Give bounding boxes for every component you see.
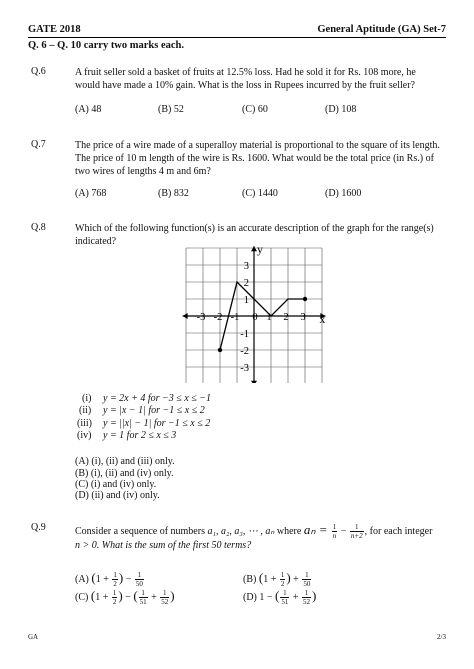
question-text-line: two wires of lengths 4 m and 6m? xyxy=(75,166,211,177)
question-text-line: The price of 10 m length of the wire is Rs. 1600. What would be the total price (in Rs.) of xyxy=(75,153,434,164)
y-tick-label: 1 xyxy=(243,295,249,306)
question-text-line: indicated? xyxy=(75,236,117,247)
statement-label: (iii) xyxy=(77,418,92,429)
question-text-line: Which of the following function(s) is an accurate description of the graph for the range(s) xyxy=(75,223,434,234)
y-tick-label: -1 xyxy=(240,329,249,340)
graph-tick-labels xyxy=(197,243,326,374)
sequence-expression: a₁, a₂, a₃, ⋯ , aₙ xyxy=(207,526,275,537)
footer-left: GA xyxy=(28,633,39,641)
option-c: (C) 60 xyxy=(242,104,268,115)
statement-text: y = 2x + 4 for −3 ≤ x ≤ −1 xyxy=(103,393,211,404)
y-tick-label: -2 xyxy=(240,346,249,357)
question-number: Q.6 xyxy=(31,66,46,77)
option-b: (B) 832 xyxy=(158,188,189,199)
x-tick-label: 3 xyxy=(300,312,306,323)
question-text-line: The price of a wire made of a superalloy material is proportional to the square of its length. xyxy=(75,140,440,151)
statement-text: y = |x − 1| for −1 ≤ x ≤ 2 xyxy=(103,405,205,416)
page-number: 2/3 xyxy=(437,633,446,641)
x-tick-label: -1 xyxy=(230,312,240,323)
x-axis-arrow-icon xyxy=(183,313,188,319)
option-d: (D) (ii) and (iv) only. xyxy=(75,490,160,501)
section-heading: Q. 6 – Q. 10 carry two marks each. xyxy=(28,40,185,51)
option-b: (B) (i), (ii) and (iv) only. xyxy=(75,468,174,479)
question-number: Q.9 xyxy=(31,522,46,533)
question-number: Q.7 xyxy=(31,139,46,150)
term-expression: aₙ = xyxy=(303,522,331,537)
y-axis-arrow-icon xyxy=(251,381,257,383)
statement-label: (i) xyxy=(82,393,92,404)
option-d: (D) 1 − ( $\frac{1}{51}$ + $\frac{1}{52}$ ) xyxy=(243,588,317,607)
graph-point xyxy=(303,297,307,301)
statement-label: (ii) xyxy=(79,405,92,416)
statement-text: y = 1 for 2 ≤ x ≤ 3 xyxy=(103,430,177,441)
x-tick-label: 0 xyxy=(252,312,258,323)
y-tick-label: 2 xyxy=(243,278,249,289)
option-a: (A) (i), (ii) and (iii) only. xyxy=(75,456,175,467)
y-tick-label: 3 xyxy=(243,261,249,272)
question-text-line: n > 0. What is the sum of the first 50 terms? xyxy=(75,540,252,551)
header-divider xyxy=(28,37,446,38)
option-c: (C) (i) and (iv) only. xyxy=(75,479,157,490)
exam-title: GATE 2018 xyxy=(28,24,81,35)
option-d: (D) 108 xyxy=(325,104,357,115)
x-tick-label: -3 xyxy=(196,312,206,323)
statement-label: (iv) xyxy=(77,430,92,441)
x-axis-label: x xyxy=(319,312,326,326)
x-tick-label: -2 xyxy=(213,312,223,323)
option-a: (A) 48 xyxy=(75,104,102,115)
option-c: (C) (1 + $\frac{1}{2}$ ) − ( $\frac{1}{51}$ + $\frac{1}{52}$ ) xyxy=(75,588,175,607)
question-number: Q.8 xyxy=(31,222,46,233)
y-axis-label: y xyxy=(257,243,263,257)
graph-point xyxy=(218,348,222,352)
function-graph xyxy=(176,243,326,383)
question-text-line: A fruit seller sold a basket of fruits at 12.5% loss. Had he sold it for Rs. 108 more, he xyxy=(75,67,416,78)
question-text-line: would have made a 10% gain. What is the loss in Rupees incurred by the fruit seller? xyxy=(75,80,415,91)
option-d: (D) 1600 xyxy=(325,188,362,199)
option-b: (B) (1 + $\frac{1}{2}$ ) + $\frac{1}{50}$ xyxy=(243,570,311,589)
option-a: (A) (1 + $\frac{1}{2}$ ) − $\frac{1}{50}$ xyxy=(75,570,143,589)
statement-text: y = ||x| − 1| for −1 ≤ x ≤ 2 xyxy=(103,418,211,429)
y-tick-label: -3 xyxy=(240,363,249,374)
x-tick-label: 2 xyxy=(283,312,289,323)
question-text-line: Consider a sequence of numbers a₁, a₂, a₃, ⋯ , aₙ where aₙ = $\frac{1}{n}$ − $\frac{1}{n+2}$ , for each integer xyxy=(75,522,433,541)
paper-section-title: General Aptitude (GA) Set-7 xyxy=(317,24,446,35)
option-a: (A) 768 xyxy=(75,188,107,199)
option-b: (B) 52 xyxy=(158,104,184,115)
x-tick-label: 1 xyxy=(266,312,272,323)
option-c: (C) 1440 xyxy=(242,188,278,199)
